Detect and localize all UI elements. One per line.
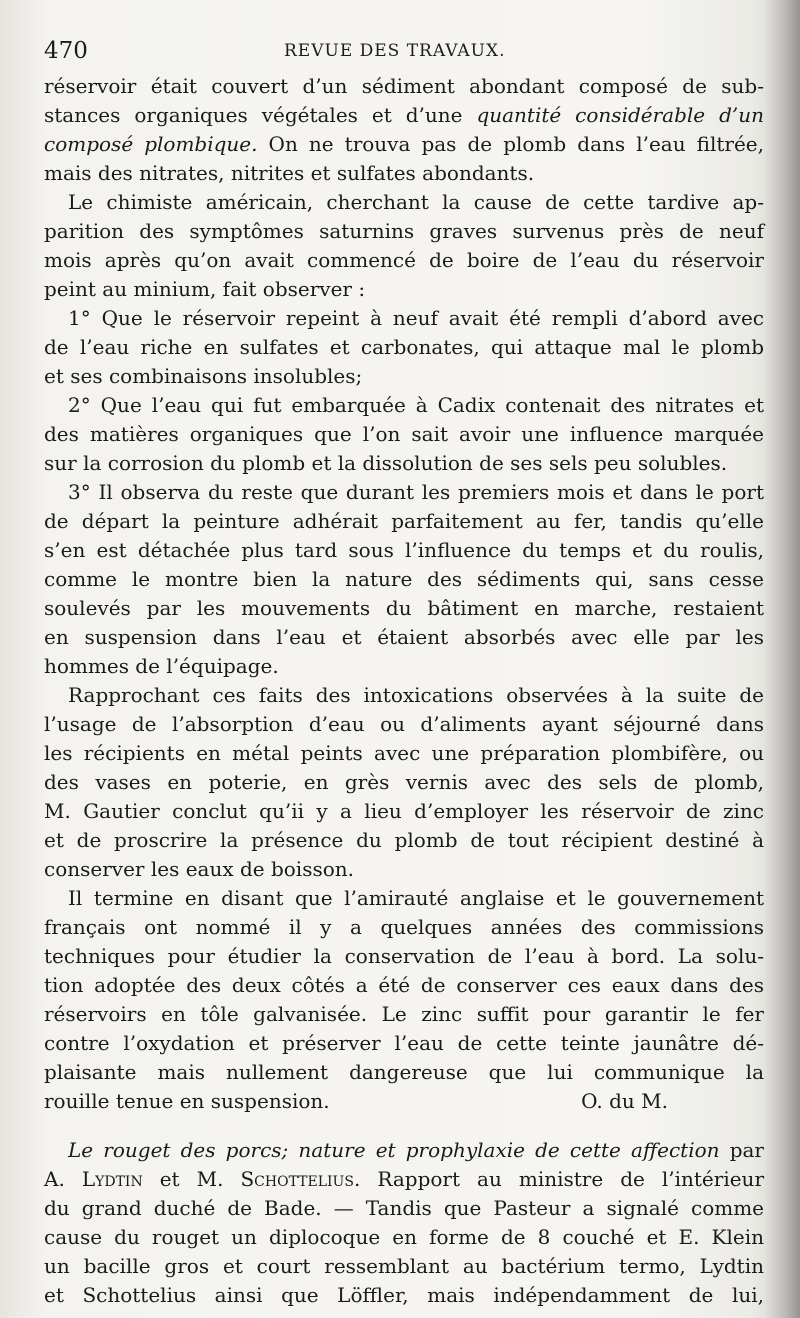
- text-line: cause du rouget un diplocoque en forme de 8 couché et E. Klein: [44, 1225, 764, 1249]
- text-line: et ses combinaisons insolubles;: [44, 364, 363, 388]
- text-line: de départ la peinture adhérait parfaitement au fer, tandis qu’elle: [44, 509, 764, 533]
- page-header: [44, 38, 770, 68]
- text-line: des vases en poterie, en grès vernis avec des sels de plomb,: [44, 770, 764, 794]
- text-line: de l’eau riche en sulfates et carbonates, qui attaque mal le plomb: [44, 335, 764, 359]
- text-line: les récipients en métal peints avec une préparation plombifère, ou: [44, 741, 764, 765]
- text-line: stances organiques végétales et d’une quantité considérable d’un: [44, 103, 765, 127]
- text-line: hommes de l’équipage.: [44, 654, 279, 678]
- page-number: 470: [44, 38, 88, 64]
- paragraph: [44, 478, 764, 681]
- paragraph: [44, 188, 764, 304]
- text-line: 3° Il observa du reste que durant les premiers mois et dans le port: [68, 480, 764, 504]
- text-line: 2° Que l’eau qui fut embarquée à Cadix contenait des nitrates et: [68, 393, 764, 417]
- text-line: s’en est détachée plus tard sous l’influence du temps et du roulis,: [44, 538, 764, 562]
- text-line: du grand duché de Bade. — Tandis que Pasteur a signalé comme: [44, 1196, 764, 1220]
- italic-text: Le rouget des porcs; nature et prophylaxie de cette affection: [68, 1138, 720, 1162]
- text-line: 1° Que le réservoir repeint à neuf avait été rempli d’abord avec: [68, 306, 764, 330]
- text-line: rouille tenue en suspension.: [44, 1089, 330, 1113]
- text-line: techniques pour étudier la conservation de l’eau à bord. La solu-: [44, 944, 764, 968]
- section-gap: [44, 1116, 764, 1136]
- paragraph: [44, 391, 764, 478]
- paragraph: [44, 681, 764, 884]
- text-line: un bacille gros et court ressemblant au bactérium termo, Lydtin: [44, 1254, 764, 1278]
- text-line: composé plombique. On ne trouva pas de plomb dans l’eau filtrée,: [44, 132, 765, 156]
- text-line: et de proscrire la présence du plomb de tout récipient destiné à: [44, 828, 764, 852]
- text-line: M. Gautier conclut qu’ii y a lieu d’employer les réservoir de zinc: [44, 799, 764, 823]
- text-line: tion adoptée des deux côtés a été de conserver ces eaux dans des: [44, 973, 764, 997]
- text-line: Il termine en disant que l’amirauté anglaise et le gouvernement: [68, 886, 764, 910]
- text-line: mais des nitrates, nitrites et sulfates abondants.: [44, 161, 535, 185]
- paragraph: [44, 304, 764, 391]
- author-name: Lydtin: [81, 1167, 143, 1191]
- text-line: plaisante mais nullement dangereuse que lui communique la: [44, 1060, 764, 1084]
- text-line: et Schottelius ainsi que Löffler, mais indépendamment de lui,: [44, 1283, 764, 1307]
- text-line: A. Lydtin et M. Schottelius. Rapport au ministre de l’intérieur: [44, 1167, 764, 1191]
- text-line: conserver les eaux de boisson.: [44, 857, 355, 881]
- italic-text: composé plombique.: [44, 132, 258, 156]
- running-head: REVUE DES TRAVAUX.: [284, 41, 506, 61]
- text-line: comme le montre bien la nature des sédiments qui, sans cesse: [44, 567, 764, 591]
- text-line: peint au minium, fait observer :: [44, 277, 366, 301]
- page-edge-shadow: [764, 0, 800, 1318]
- italic-text: quantité considérable d’un: [476, 103, 765, 127]
- text-line: l’usage de l’absorption d’eau ou d’aliments ayant séjourné dans: [44, 712, 764, 736]
- signature: O. du M.: [581, 1089, 668, 1113]
- text-line: soulevés par les mouvements du bâtiment en marche, restaient: [44, 596, 764, 620]
- text-line: des matières organiques que l’on sait avoir une influence marquée: [44, 422, 764, 446]
- text-line: Rapprochant ces faits des intoxications observées à la suite de: [68, 683, 764, 707]
- paragraph: [44, 884, 764, 1116]
- text-line: contre l’oxydation et préserver l’eau de cette teinte jaunâtre dé-: [44, 1031, 764, 1055]
- text-line: français ont nommé il y a quelques années des commissions: [44, 915, 764, 939]
- paragraph: [44, 1136, 764, 1310]
- author-name: Schottelius: [240, 1167, 354, 1191]
- text-line: sur la corrosion du plomb et la dissolution de ses sels peu solubles.: [44, 451, 728, 475]
- closing-line: [44, 1087, 764, 1116]
- text-line: mois après qu’on avait commencé de boire de l’eau du réservoir: [44, 248, 764, 272]
- text-line: Le chimiste américain, cherchant la cause de cette tardive ap-: [68, 190, 764, 214]
- text-line: en suspension dans l’eau et étaient absorbés avec elle par les: [44, 625, 764, 649]
- text-line: Le rouget des porcs; nature et prophylaxie de cette affection par: [68, 1138, 764, 1162]
- text-line: parition des symptômes saturnins graves survenus près de neuf: [44, 219, 764, 243]
- body-text: [44, 72, 764, 1310]
- text-line: réservoirs en tôle galvanisée. Le zinc suffit pour garantir le fer: [44, 1002, 764, 1026]
- text-line: réservoir était couvert d’un sédiment abondant composé de sub-: [44, 74, 764, 98]
- paragraph: [44, 72, 764, 188]
